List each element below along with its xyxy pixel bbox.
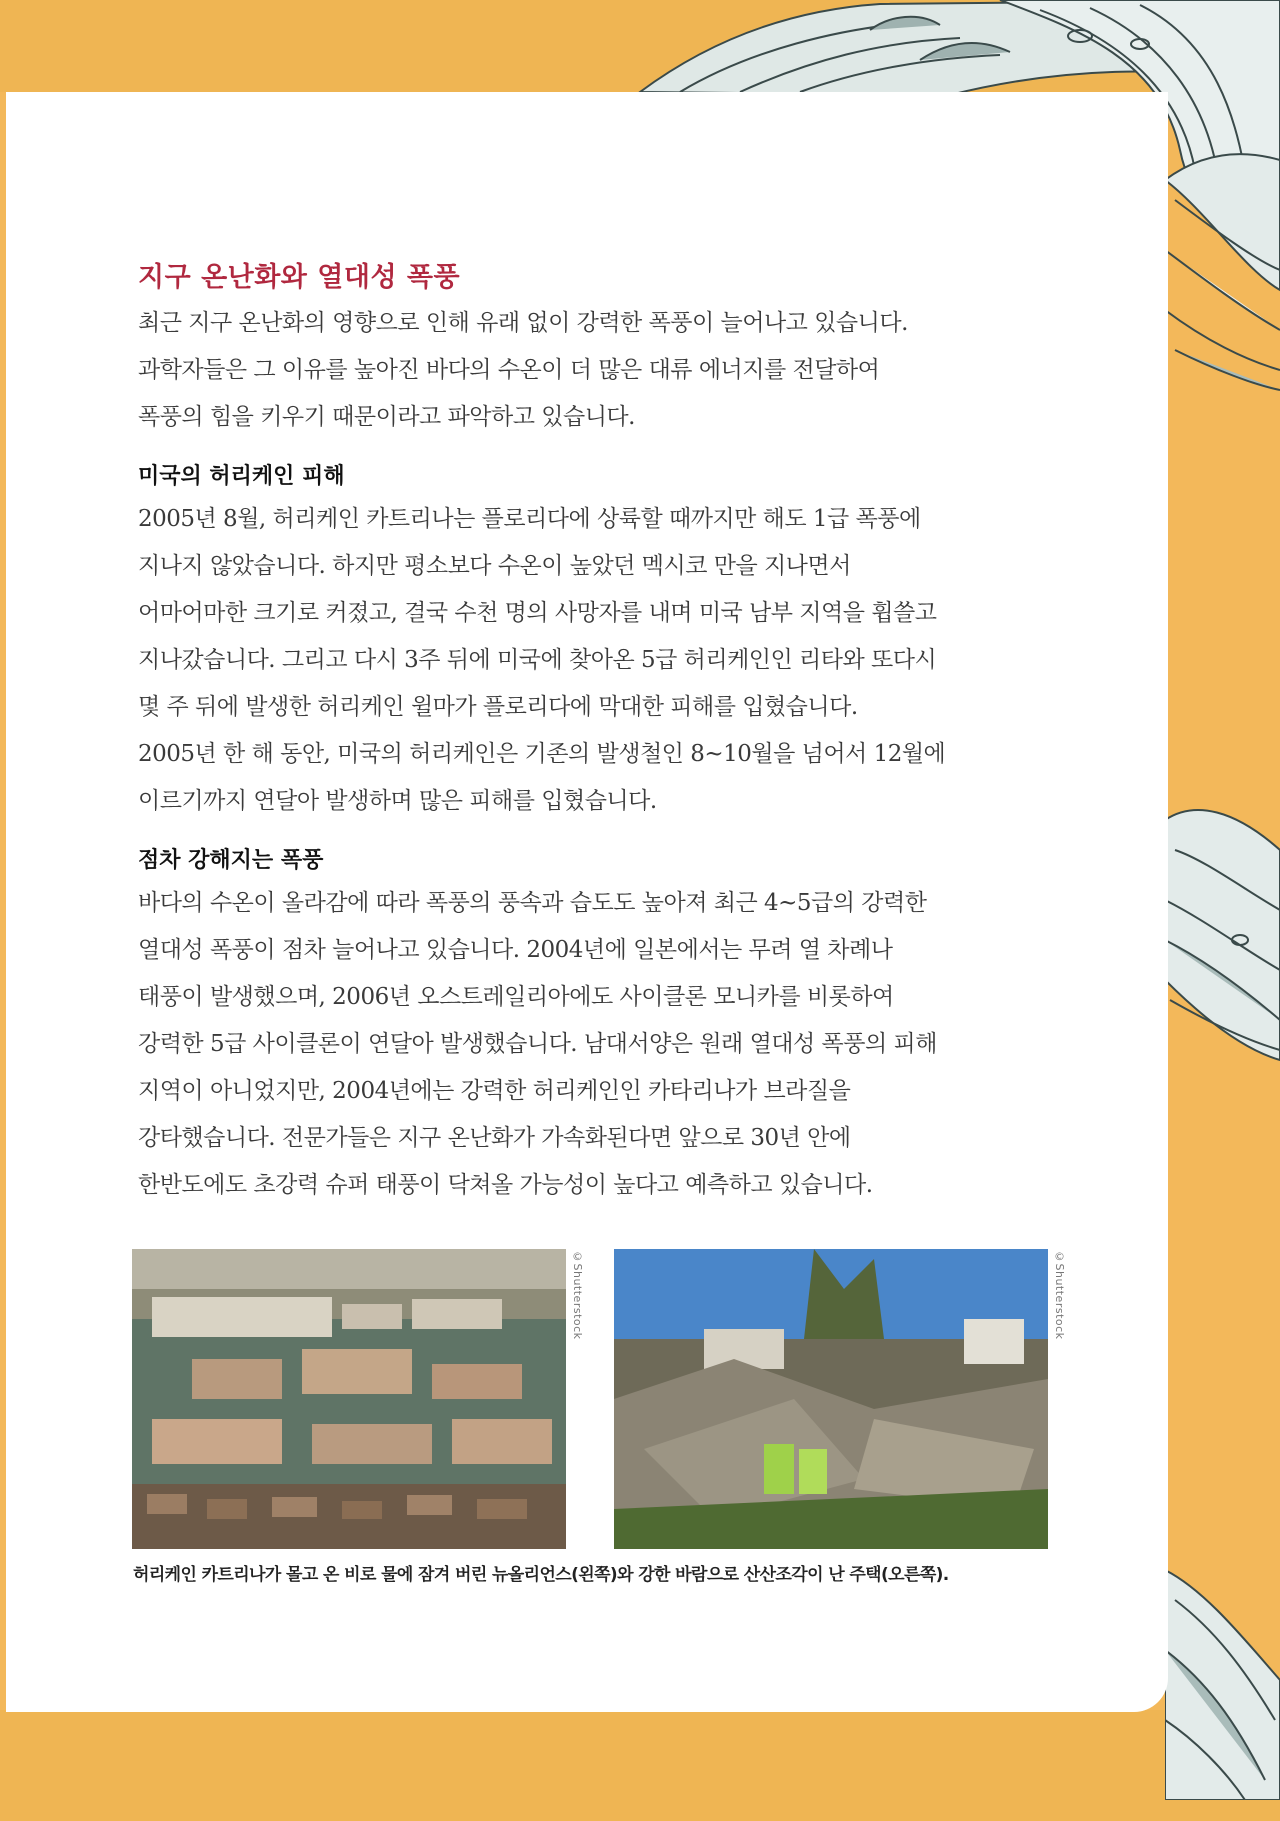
paragraph-line: 강력한 5급 사이클론이 연달아 발생했습니다. 남대서양은 원래 열대성 폭풍의 피해 — [138, 1031, 937, 1057]
section-title: 지구 온난화와 열대성 폭풍 — [138, 262, 461, 293]
intro-line: 과학자들은 그 이유를 높아진 바다의 수온이 더 많은 대류 에너지를 전달하여 — [138, 357, 880, 383]
photo-credit: ©Shutterstock — [1053, 1250, 1066, 1340]
destroyed-house-photo — [614, 1249, 1048, 1549]
swirl-illustration-right — [1165, 120, 1280, 1800]
paragraph-line: 한반도에도 초강력 슈퍼 태풍이 닥쳐올 가능성이 높다고 예측하고 있습니다. — [138, 1172, 873, 1198]
paragraph-line: 지역이 아니었지만, 2004년에는 강력한 허리케인인 카타리나가 브라질을 — [138, 1078, 851, 1104]
intro-line: 폭풍의 힘을 키우기 때문이라고 파악하고 있습니다. — [138, 404, 635, 430]
intro-line: 최근 지구 온난화의 영향으로 인해 유래 없이 강력한 폭풍이 늘어나고 있습니다. — [138, 310, 908, 336]
paragraph-line: 지나지 않았습니다. 하지만 평소보다 수온이 높았던 멕시코 만을 지나면서 — [138, 553, 851, 579]
intro-paragraph — [138, 300, 1078, 441]
paragraph-line: 강타했습니다. 전문가들은 지구 온난화가 가속화된다면 앞으로 30년 안에 — [138, 1125, 851, 1151]
paragraph-line: 몇 주 뒤에 발생한 허리케인 윌마가 플로리다에 막대한 피해를 입혔습니다. — [138, 694, 858, 720]
paragraph-line: 바다의 수온이 올라감에 따라 폭풍의 풍속과 습도도 높아져 최근 4~5급의 강력한 — [138, 890, 927, 916]
article-body — [138, 255, 1078, 1209]
paragraph-line: 이르기까지 연달아 발생하며 많은 피해를 입혔습니다. — [138, 788, 657, 814]
paragraph-line: 2005년 8월, 허리케인 카트리나는 플로리다에 상륙할 때까지만 해도 1급 폭풍에 — [138, 506, 921, 532]
paragraph-line: 2005년 한 해 동안, 미국의 허리케인은 기존의 발생철인 8~10월을 넘어서 12월에 — [138, 741, 946, 767]
photo-credit: ©Shutterstock — [571, 1250, 584, 1340]
flooded-city-photo — [132, 1249, 566, 1549]
subheading-us-hurricane: 미국의 허리케인 피해 — [138, 464, 345, 489]
bottom-decorative-band — [0, 1710, 1280, 1821]
us-hurricane-paragraph — [138, 496, 1078, 825]
paragraph-line: 지나갔습니다. 그리고 다시 3주 뒤에 미국에 찾아온 5급 허리케인인 리타와 또다시 — [138, 647, 937, 673]
paragraph-line: 열대성 폭풍이 점차 늘어나고 있습니다. 2004년에 일본에서는 무려 열 차례나 — [138, 937, 893, 963]
paragraph-line: 태풍이 발생했으며, 2006년 오스트레일리아에도 사이클론 모니카를 비롯하여 — [138, 984, 894, 1010]
paragraph-line: 어마어마한 크기로 커졌고, 결국 수천 명의 사망자를 내며 미국 남부 지역을 휩쓸고 — [138, 600, 937, 626]
subheading-stronger-storms: 점차 강해지는 폭풍 — [138, 848, 324, 873]
stronger-storms-paragraph — [138, 880, 1078, 1209]
photo-caption: 허리케인 카트리나가 몰고 온 비로 물에 잠겨 버린 뉴올리언스(왼쪽)와 강한 바람으로 산산조각이 난 주택(오른쪽). — [133, 1565, 949, 1585]
